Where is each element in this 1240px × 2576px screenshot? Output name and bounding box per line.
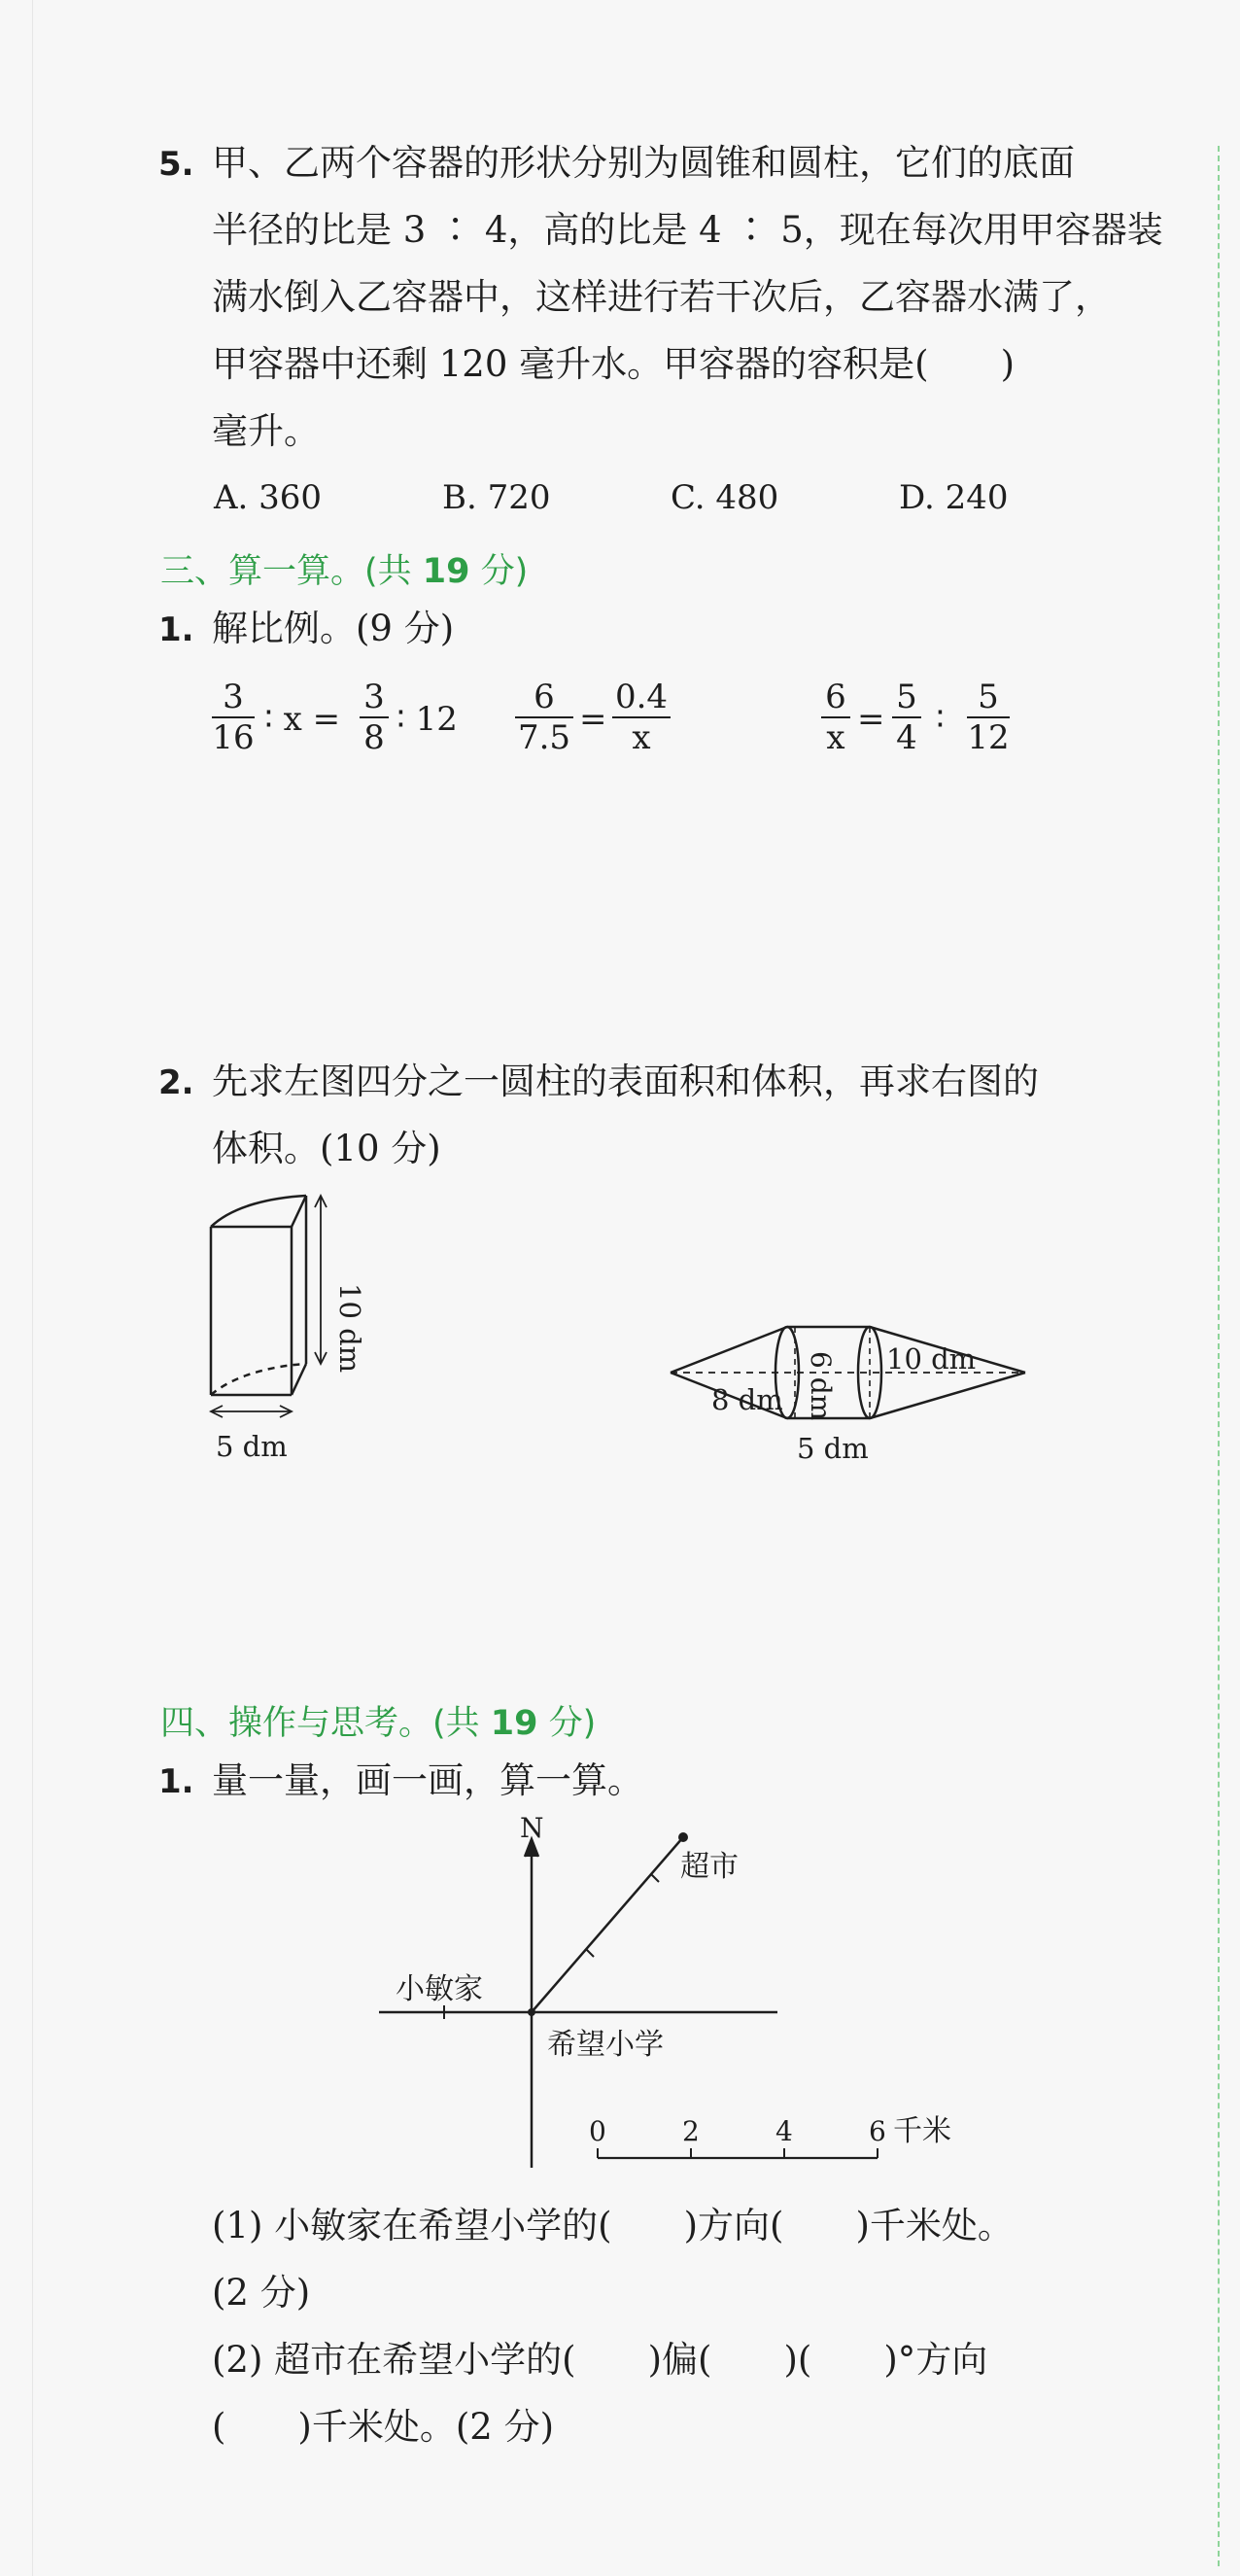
- s4q1-number: 1.: [158, 1762, 194, 1801]
- cone-right-label: 10 dm: [886, 1342, 977, 1375]
- cone-cylinder-figure: [661, 1312, 1050, 1468]
- q5-option-a: A. 360: [214, 478, 323, 517]
- q5-line3: 满水倒入乙容器中，这样进行若干次后，乙容器水满了，: [212, 276, 1111, 318]
- quarter-cylinder-figure: [194, 1186, 366, 1478]
- eq2-fraction-a: 6 7.5: [515, 678, 573, 757]
- s3q2-line1: 先求左图四分之一圆柱的表面积和体积，再求右图的: [212, 1061, 1039, 1102]
- eq2-equals: =: [579, 700, 607, 739]
- eq1-fraction-a: 3 16: [212, 678, 255, 757]
- margin-dashed-rule: [1218, 146, 1220, 2566]
- page-edge: [32, 0, 33, 2576]
- cone-left-label: 8 dm: [711, 1383, 783, 1416]
- market-point: [678, 1832, 688, 1842]
- s3q2-number: 2.: [158, 1063, 194, 1102]
- q5-option-c: C. 480: [671, 478, 779, 517]
- scale-tick-4: 4: [775, 2115, 793, 2147]
- scale-tick-2: 2: [682, 2115, 700, 2147]
- s4q1-part2-cont: ( )千米处。(2 分): [212, 2406, 555, 2448]
- q5-line2: 半径的比是 3 ∶ 4，高的比是 4 ∶ 5，现在每次用甲容器装: [212, 209, 1163, 251]
- q5-line4: 甲容器中还剩 120 毫升水。甲容器的容积是( ): [212, 343, 1016, 385]
- eq1-middle: ∶ x =: [264, 700, 341, 739]
- eq3-fraction-c: 5 12: [967, 678, 1010, 757]
- eq1-tail: ∶ 12: [396, 700, 458, 739]
- eq3-ratio-sign: ∶: [936, 700, 945, 739]
- home-label: 小敏家: [396, 1972, 483, 2006]
- scale-unit: 千米: [893, 2114, 951, 2148]
- radius-label: 5 dm: [216, 1430, 288, 1463]
- section-3-title: 三、算一算。(共 19 分): [160, 552, 529, 591]
- market-label: 超市: [680, 1850, 739, 1884]
- s3q1-text: 解比例。(9 分): [212, 608, 455, 649]
- s3q2-line2: 体积。(10 分): [212, 1128, 441, 1169]
- section-4-title: 四、操作与思考。(共 19 分): [160, 1704, 597, 1743]
- q5-line1: 甲、乙两个容器的形状分别为圆锥和圆柱，它们的底面: [212, 142, 1075, 184]
- s3q1-number: 1.: [158, 610, 194, 649]
- s4q1-part2: (2) 超市在希望小学的( )偏( )( )°方向: [212, 2339, 988, 2381]
- scale-tick-6: 6: [869, 2115, 886, 2147]
- s4q1-part1: (1) 小敏家在希望小学的( )方向( )千米处。: [212, 2205, 1014, 2246]
- direction-map: [374, 1812, 1054, 2177]
- q5-number: 5.: [158, 145, 194, 184]
- q5-line5: 毫升。: [212, 410, 320, 452]
- q5-option-b: B. 720: [442, 478, 551, 517]
- s4q1-part1-score: (2 分): [212, 2272, 311, 2314]
- school-point: [528, 2008, 535, 2016]
- eq3-fraction-a: 6 x: [821, 678, 850, 757]
- school-label: 希望小学: [547, 2028, 664, 2062]
- eq1-fraction-b: 3 8: [360, 678, 389, 757]
- diameter-label: 6 dm: [805, 1351, 837, 1421]
- north-label: N: [520, 1812, 544, 1844]
- cylinder-length-label: 5 dm: [797, 1432, 869, 1465]
- height-label: 10 dm: [333, 1283, 366, 1374]
- scale-tick-0: 0: [589, 2115, 606, 2147]
- q5-option-d: D. 240: [899, 478, 1009, 517]
- eq3-equals: =: [857, 700, 885, 739]
- eq2-fraction-b: 0.4 x: [612, 678, 671, 757]
- eq3-fraction-b: 5 4: [892, 678, 921, 757]
- s4q1-text: 量一量，画一画，算一算。: [212, 1759, 643, 1801]
